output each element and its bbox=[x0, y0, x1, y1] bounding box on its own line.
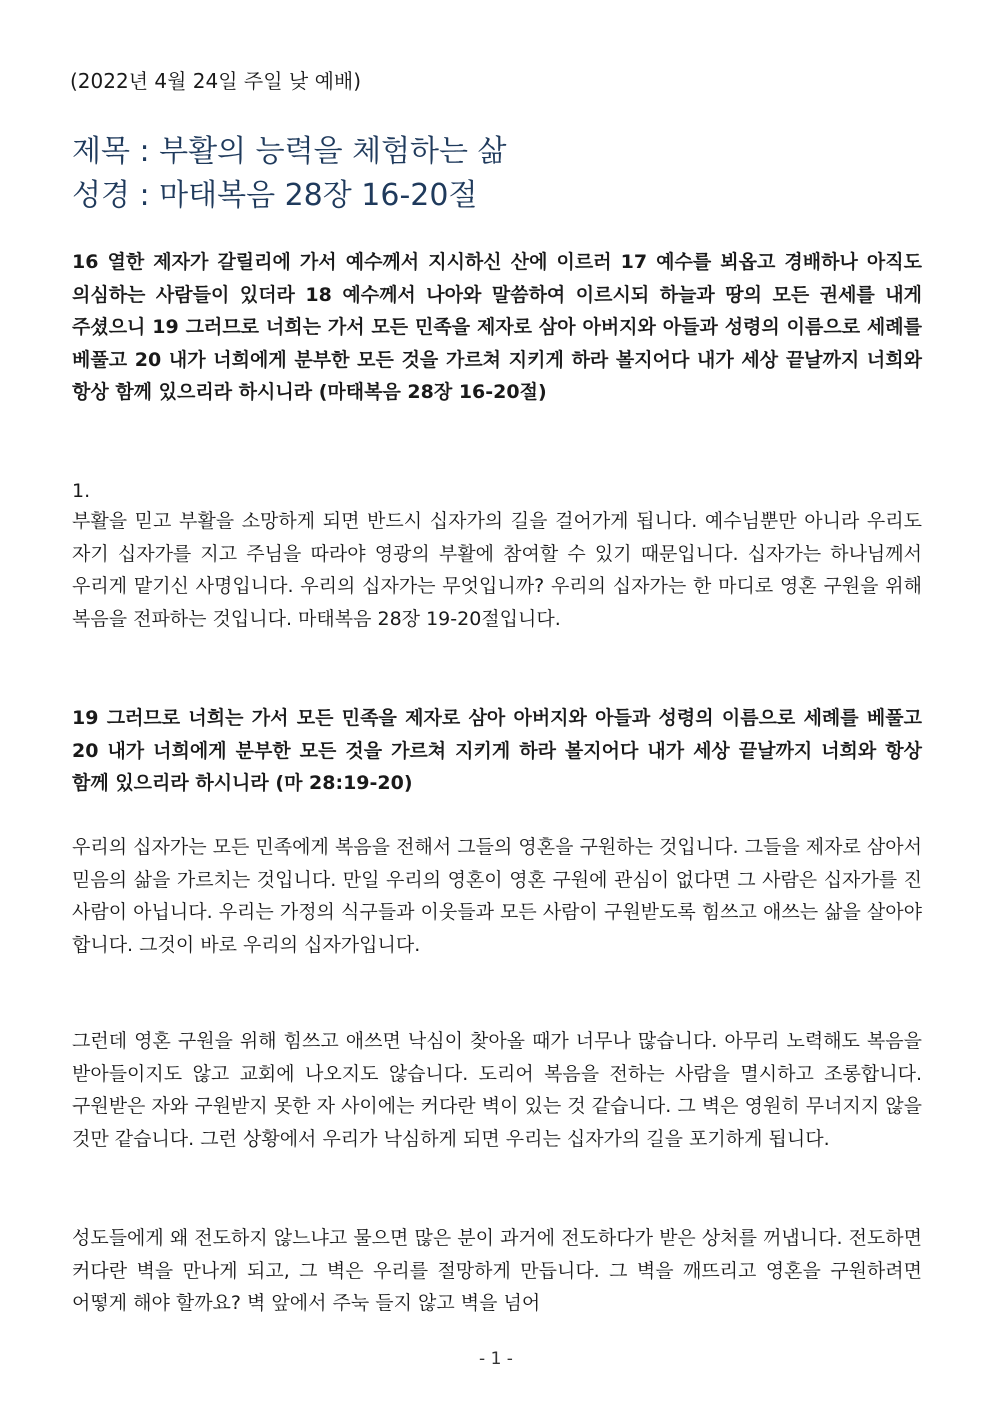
paragraph-3: 그런데 영혼 구원을 위해 힘쓰고 애쓰면 낙심이 찾아올 때가 너무나 많습니다. 아무리 노력해도 복음을 받아들이지도 않고 교회에 나오지도 않습니다. 도리어 복음을 전하는 사람을 멸시하고 조롱합니다. 구원받은 자와 구원받지 못한 자 사이에는 커다란 벽이 있는 것 같습니다. 그 벽은 영원히 무너지지 않을 것만 같습니다. 그런 상황에서 우리가 낙심하게 되면 우리는 십자가의 길을 포기하게 됩니다. bbox=[72, 1030, 922, 1150]
scripture-quote: 19 그러므로 너희는 가서 모든 민족을 제자로 삼아 아버지와 아들과 성령의 이름으로 세례를 베풀고 20 내가 너희에게 분부한 모든 것을 가르쳐 지키게 하라 볼지어다 내가 세상 끝날까지 너희와 항상 함께 있으리라 하시니라 (마 28:19-20) bbox=[72, 707, 922, 795]
paragraph-2: 우리의 십자가는 모든 민족에게 복음을 전해서 그들의 영혼을 구원하는 것입니다. 그들을 제자로 삼아서 믿음의 삶을 가르치는 것입니다. 만일 우리의 영혼이 영혼 구원에 관심이 없다면 그 사람은 십자가를 진 사람이 아닙니다. 우리는 가정의 식구들과 이웃들과 모든 사람이 구원받도록 힘쓰고 애쓰는 삶을 살아야 합니다. 그것이 바로 우리의 십자가입니다. bbox=[72, 836, 922, 956]
service-date: (2022년 4월 24일 주일 낮 예배) bbox=[70, 69, 362, 93]
scripture-reference: 성경 : 마태복음 28장 16-20절 bbox=[72, 178, 478, 213]
page-number: - 1 - bbox=[479, 1349, 513, 1369]
paragraph-1: 부활을 믿고 부활을 소망하게 되면 반드시 십자가의 길을 걸어가게 됩니다. 예수님뿐만 아니라 우리도 자기 십자가를 지고 주님을 따라야 영광의 부활에 참여할 수 있기 때문입니다. 십자가는 하나님께서 우리게 맡기신 사명입니다. 우리의 십자가는 무엇입니까? 우리의 십자가는 한 마디로 영혼 구원을 위해 복음을 전파하는 것입니다. 마태복음 28장 19-20절입니다. bbox=[72, 510, 922, 630]
scripture-text: 16 열한 제자가 갈릴리에 가서 예수께서 지시하신 산에 이르러 17 예수를 뵈옵고 경배하나 아직도 의심하는 사람들이 있더라 18 예수께서 나아와 말씀하여 이르시되 하늘과 땅의 모든 권세를 내게 주셨으니 19 그러므로 너희는 가서 모든 민족을 제자로 삼아 아버지와 아들과 성령의 이름으로 세례를 베풀고 20 내가 너희에게 분부한 모든 것을 가르쳐 지키게 하라 볼지어다 내가 세상 끝날까지 너희와 항상 함께 있으리라 하시니라 (마태복음 28장 16-20절) bbox=[72, 251, 922, 404]
paragraph-4: 성도들에게 왜 전도하지 않느냐고 물으면 많은 분이 과거에 전도하다가 받은 상처를 꺼냅니다. 전도하면 커다란 벽을 만나게 되고, 그 벽은 우리를 절망하게 만듭니다. 그 벽을 깨뜨리고 영혼을 구원하려면 어떻게 해야 할까요? 벽 앞에서 주눅 들지 않고 벽을 넘어 bbox=[72, 1227, 922, 1315]
sermon-title: 제목 : 부활의 능력을 체험하는 삶 bbox=[72, 134, 507, 169]
section-number: 1. bbox=[72, 480, 91, 502]
